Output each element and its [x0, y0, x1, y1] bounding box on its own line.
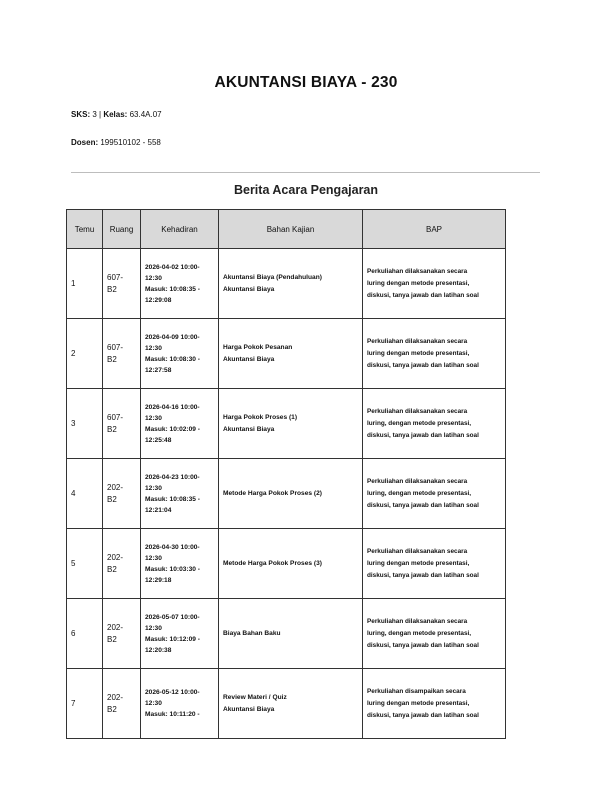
- table-row: [67, 669, 506, 739]
- cell-temu: 1: [67, 249, 103, 319]
- table-row: [67, 389, 506, 459]
- cell-ruang: 202- B2: [107, 692, 124, 714]
- cell-bahan-kajian: Harga Pokok Pesanan Akuntansi Biaya: [223, 343, 293, 363]
- header-temu: Temu: [67, 210, 103, 249]
- cell-kehadiran: 2026-05-07 10:00- 12:30 Masuk: 10:12:09 - 12:20:38: [145, 613, 200, 654]
- header-bahan-kajian: Bahan Kajian: [219, 210, 363, 249]
- cell-bahan-kajian: Metode Harga Pokok Proses (3): [223, 559, 322, 567]
- cell-temu: 7: [67, 669, 103, 739]
- cell-ruang: 202- B2: [107, 552, 124, 574]
- cell-bap: Perkuliahan dilaksanakan secara luring dengan metode presentasi, diskusi, tanya jawab dan latihan soal: [367, 267, 479, 299]
- table-row: [67, 459, 506, 529]
- cell-temu: 4: [67, 459, 103, 529]
- cell-bap: Perkuliahan dilaksanakan secara luring, dengan metode presentasi, diskusi, tanya jawab dan latihan soal: [367, 477, 479, 509]
- cell-bap: Perkuliahan dilaksanakan secara luring, dengan metode presentasi, diskusi, tanya jawab dan latihan soal: [367, 617, 479, 649]
- cell-ruang: 607- B2: [107, 342, 124, 364]
- table-row: [67, 529, 506, 599]
- header-bap: BAP: [363, 210, 506, 249]
- cell-kehadiran: 2026-04-02 10:00- 12:30 Masuk: 10:08:35 - 12:29:08: [145, 263, 200, 304]
- cell-bahan-kajian: Biaya Bahan Baku: [223, 629, 281, 637]
- header-ruang: Ruang: [103, 210, 141, 249]
- cell-ruang: 607- B2: [107, 412, 124, 434]
- sks-label: SKS:: [71, 110, 91, 119]
- section-title: Berita Acara Pengajaran: [233, 183, 379, 197]
- sks-value: 3 |: [90, 110, 104, 119]
- cell-temu: 2: [67, 319, 103, 389]
- dosen-value: 199510102 - 558: [98, 138, 161, 147]
- cell-temu: 3: [67, 389, 103, 459]
- cell-kehadiran: 2026-04-09 10:00- 12:30 Masuk: 10:08:30 - 12:27:58: [145, 333, 200, 374]
- cell-temu: 6: [67, 599, 103, 669]
- cell-temu: 5: [67, 529, 103, 599]
- cell-bap: Perkuliahan dilaksanakan secara luring, dengan metode presentasi, diskusi, tanya jawab dan latihan soal: [367, 407, 479, 439]
- cell-ruang: 607- B2: [107, 272, 124, 294]
- cell-ruang: 202- B2: [107, 482, 124, 504]
- cell-bap: Perkuliahan disampaikan secara luring dengan metode presentasi, diskusi, tanya jawab dan latihan soal: [367, 687, 479, 719]
- document-title: AKUNTANSI BIAYA - 230: [214, 74, 398, 91]
- table-header-row: [67, 210, 506, 249]
- cell-bahan-kajian: Review Materi / Quiz Akuntansi Biaya: [223, 693, 287, 713]
- cell-bahan-kajian: Harga Pokok Proses (1) Akuntansi Biaya: [223, 413, 298, 433]
- cell-kehadiran: 2026-04-23 10:00- 12:30 Masuk: 10:08:35 - 12:21:04: [145, 473, 200, 514]
- cell-bap: Perkuliahan dilaksanakan secara luring dengan metode presentasi, diskusi, tanya jawab dan latihan soal: [367, 547, 479, 579]
- cell-ruang: 202- B2: [107, 622, 124, 644]
- table-row: [67, 319, 506, 389]
- dosen-label: Dosen:: [71, 138, 99, 147]
- kelas-value: 63.4A.07: [127, 110, 162, 119]
- bap-table: [66, 209, 506, 739]
- course-meta: [71, 110, 162, 119]
- cell-bahan-kajian: Metode Harga Pokok Proses (2): [223, 489, 322, 497]
- cell-bahan-kajian: Akuntansi Biaya (Pendahuluan) Akuntansi Biaya: [223, 273, 322, 293]
- divider: [71, 172, 540, 173]
- table-row: [67, 249, 506, 319]
- cell-kehadiran: 2026-04-30 10:00- 12:30 Masuk: 10:03:30 - 12:29:18: [145, 543, 200, 584]
- cell-kehadiran: 2026-04-16 10:00- 12:30 Masuk: 10:02:09 - 12:25:48: [145, 403, 200, 444]
- kelas-label: Kelas:: [103, 110, 128, 119]
- cell-kehadiran: 2026-05-12 10:00- 12:30 Masuk: 10:11:20 -: [145, 689, 200, 718]
- cell-bap: Perkuliahan dilaksanakan secara luring dengan metode presentasi, diskusi, tanya jawab dan latihan soal: [367, 337, 479, 369]
- lecturer-meta: [71, 138, 161, 147]
- header-kehadiran: Kehadiran: [141, 210, 219, 249]
- table-row: [67, 599, 506, 669]
